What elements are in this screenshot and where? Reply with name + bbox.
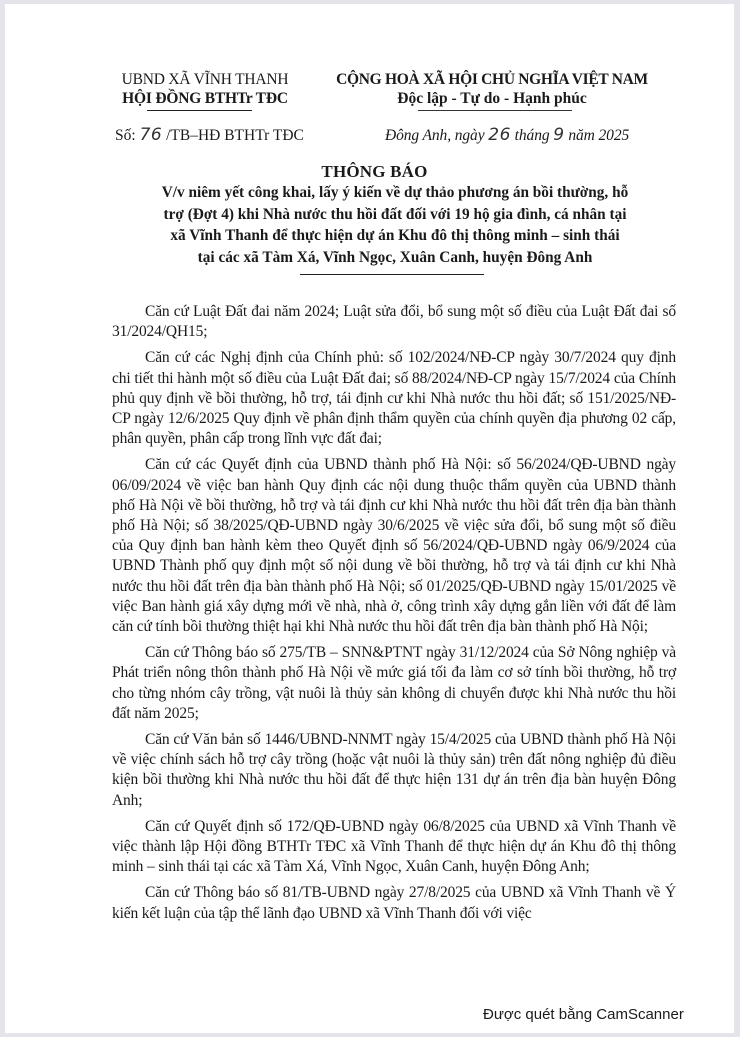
paragraph: Căn cứ Luật Đất đai năm 2024; Luật sửa đổi, bổ sung một số điều của Luật Đất đai số 31/2024/QH15;: [112, 303, 676, 341]
document-number-suffix: /TB–HĐ BTHTr TĐC: [162, 127, 304, 144]
paragraph: Căn cứ Quyết định số 172/QĐ-UBND ngày 06/8/2025 của UBND xã Vĩnh Thanh về việc thành lập Hội đồng BTHTr TĐC xã Vĩnh Thanh để thực hiện dự án Khu đô thị thông minh – sinh thái tại các xã Tàm Xá, Vĩnh Ngọc, Xuân Canh, huyện Đông Anh;: [112, 817, 676, 876]
date-month-label: tháng: [510, 127, 554, 144]
slogan-underline: [418, 110, 572, 111]
paragraph: Căn cứ Thông báo số 275/TB – SNN&PTNT ngày 31/12/2024 của Sở Nông nghiệp và Phát triển nông thôn thành phố Hà Nội về mức giá tối đa làm cơ sở tính bồi thường, hỗ trợ cho từng nhóm cây trồng, vật nuôi là thủy sản không di chuyển được khi Nhà nước thu hồi đất năm 2025;: [112, 644, 676, 722]
paragraph: Căn cứ các Nghị định của Chính phủ: số 102/2024/NĐ-CP ngày 30/7/2024 quy định chi tiết thi hành một số điều của Luật Đất đai; số 88/2024/NĐ-CP ngày 15/7/2024 của Chính phủ quy định về bồi thường, hỗ trợ, tái định cư khi Nhà nước thu hồi đất; số 151/2025/NĐ-CP ngày 12/6/2025 Quy định về phân định thẩm quyền của chính quyền địa phương 02 cấp, phân quyền, phân cấp trong lĩnh vực đất đai;: [112, 349, 676, 448]
document-number-prefix: Số:: [115, 127, 140, 144]
document-title: THÔNG BÁO: [321, 162, 428, 181]
paragraph: Căn cứ Văn bản số 1446/UBND-NNMT ngày 15/4/2025 của UBND thành phố Hà Nội về việc chính sách hỗ trợ cây trồng (hoặc vật nuôi là thủy sản) trên đất nông nghiệp đủ điều kiện bồi thường khi Nhà nước thu hồi đất để thực hiện 131 dự án trên địa bàn huyện Đông Anh;: [112, 731, 676, 809]
issuing-authority-name: HỘI ĐỒNG BTHTr TĐC: [122, 90, 288, 107]
national-motto: [327, 70, 657, 108]
paragraph: Căn cứ Thông báo số 81/TB-UBND ngày 27/8/2025 của UBND xã Vĩnh Thanh về Ý kiến kết luận của tập thể lãnh đạo UBND xã Vĩnh Thanh đối với việc: [112, 884, 676, 922]
date-month-handwritten: 9: [553, 125, 565, 145]
authority-underline: [147, 110, 252, 111]
national-name: CỘNG HOÀ XÃ HỘI CHỦ NGHĨA VIỆT NAM: [336, 71, 648, 88]
document-number: [115, 125, 304, 145]
scanner-watermark: Được quét bằng CamScanner: [483, 1006, 684, 1023]
national-slogan: Độc lập - Tự do - Hạnh phúc: [397, 90, 587, 107]
issue-date: [385, 125, 629, 145]
subject-underline: [300, 274, 484, 275]
document-body: [112, 302, 676, 930]
paragraph: Căn cứ các Quyết định của UBND thành phố Hà Nội: số 56/2024/QĐ-UBND ngày 06/09/2024 về việc ban hành Quy định các nội dung thuộc thẩm quyền của UBND thành phố Hà Nội về bồi thường, hỗ trợ và tái định cư khi Nhà nước thu hồi đất trên địa bàn thành phố Hà Nội; số 38/2025/QĐ-UBND ngày 30/6/2025 về việc sửa đổi, bổ sung một số điều của Quy định ban hành kèm theo Quyết định số 56/2024/QĐ-UBND ngày 06/9/2024 của UBND Thành phố quy định một số nội dung về bồi thường, hỗ trợ và tái định cư khi Nhà nước thu hồi đất trên địa bàn thành phố Hà Nội; số 01/2025/QĐ-UBND ngày 15/01/2025 về việc Ban hành giá xây dựng mới về nhà, nhà ở, công trình xây dựng gắn liền với đất để làm căn cứ tính bồi thường thiệt hại khi Nhà nước thu hồi đất trên địa bàn thành phố Hà Nội;: [112, 456, 676, 636]
document-subject: V/v niêm yết công khai, lấy ý kiến về dự thảo phương án bồi thường, hỗ trợ (Đợt 4) khi Nhà nước thu hồi đất đối với 19 hộ gia đình, cá nhân tại xã Vĩnh Thanh để thực hiện dự án Khu đô thị thông minh – sinh thái tại các xã Tàm Xá, Vĩnh Ngọc, Xuân Canh, huyện Đông Anh: [161, 184, 629, 266]
date-year: năm 2025: [564, 127, 630, 144]
issuing-authority: [105, 70, 305, 108]
date-place: Đông Anh, ngày: [385, 127, 489, 144]
date-day-handwritten: 26: [488, 125, 511, 145]
document-number-handwritten: 76: [139, 125, 163, 145]
issuing-authority-parent: UBND XÃ VĨNH THANH: [121, 71, 289, 88]
document-page: [5, 4, 734, 1033]
